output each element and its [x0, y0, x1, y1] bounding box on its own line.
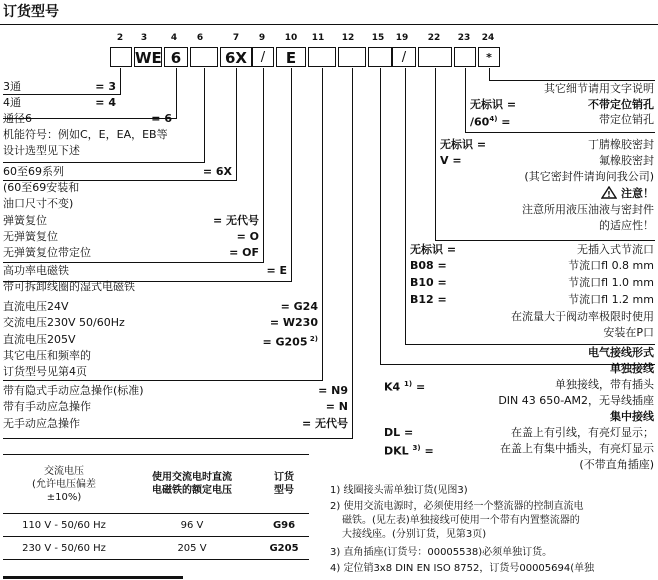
- option-code: = G24: [280, 300, 318, 313]
- bottom-rule: [3, 576, 183, 579]
- elec-title: 电气接线形式: [588, 346, 654, 359]
- option-code: = OF: [229, 246, 259, 259]
- option-code: = G205 $^{2)}$: [262, 335, 318, 349]
- orifice-none-label: 无标识 =: [410, 243, 457, 256]
- option-label: 3通: [3, 80, 21, 93]
- pin-none-label: 无标识 =: [470, 98, 517, 111]
- line-pos15: [380, 68, 381, 364]
- option-label: 直流电压24V: [3, 300, 69, 313]
- pin-60-eq: =: [501, 115, 511, 129]
- option-code: = E: [266, 264, 287, 277]
- hline-pos22: [435, 240, 655, 241]
- table-header-row: [3, 455, 309, 514]
- option-label: 无手动应急操作: [3, 417, 80, 430]
- b12-text: 节流口fl 1.2 mm: [568, 293, 654, 306]
- box-pos2: [110, 47, 132, 67]
- option-label: 60至69系列: [3, 165, 64, 178]
- hline-pos19: [405, 344, 655, 345]
- b08-text: 节流口fl 0.8 mm: [568, 259, 654, 272]
- table-cell: G96: [259, 514, 309, 537]
- warning-title: 注意！: [621, 187, 654, 200]
- line-pos19: [405, 68, 406, 344]
- option-label: 4通: [3, 96, 21, 109]
- option-label: 交流电压230V 50/60Hz: [3, 316, 125, 329]
- position-number: 4: [170, 33, 178, 43]
- footnote-2-cont: 磁铁。(见左表)单独接线可使用一个带有内置整流器的: [342, 515, 580, 526]
- position-number: 10: [284, 33, 298, 43]
- option-label: 设计选型见下述: [3, 144, 80, 157]
- hline-pos11: [3, 380, 323, 381]
- position-number: 7: [232, 33, 240, 43]
- seal-none-text: 丁腈橡胶密封: [588, 138, 654, 151]
- position-number: 12: [341, 33, 355, 43]
- box-series: 6X: [220, 47, 252, 67]
- option-code: = W230: [269, 316, 318, 329]
- dkl-eq: =: [424, 444, 434, 458]
- box-we: WE: [135, 49, 162, 67]
- orifice-note-2: 安装在P口: [603, 326, 654, 339]
- option-code: = 3: [95, 80, 116, 93]
- line-pos22: [435, 68, 436, 240]
- pin-60-text: 带定位销孔: [599, 113, 654, 126]
- table-header-cell: 订货 型号: [259, 455, 309, 514]
- page-title: 订货型号: [3, 4, 59, 20]
- footnote-1: 1) 线圈接头需单独订货(见图3): [330, 485, 468, 496]
- line-pos12: [352, 68, 353, 438]
- line-pos7: [236, 68, 237, 180]
- box-orifice: [418, 47, 452, 67]
- seal-other: (其它密封件请询问我公司): [524, 170, 654, 183]
- warning-text-2: 的适应性！: [599, 219, 654, 232]
- seal-v-text: 氟橡胶密封: [599, 154, 654, 167]
- option-label: 无弹簧复位带定位: [3, 246, 91, 259]
- title-rule: [0, 24, 658, 25]
- box-voltage: [308, 47, 336, 67]
- seal-v-label: V =: [440, 154, 462, 167]
- option-label: 带有隐式手动应急操作(标准): [3, 384, 144, 397]
- table-header-cell: 使用交流电时直流 电磁铁的额定电压: [125, 455, 259, 514]
- option-label: 机能符号：例如C，E，EA，EB等: [3, 128, 168, 141]
- central-title: 集中接线: [610, 410, 654, 423]
- footnote-3: 3) 直角插座(订货号：00005538)必须单独订货。: [330, 547, 553, 558]
- warning-text-1: 注意所用液压油液与密封件: [522, 203, 654, 216]
- box-e: E: [276, 47, 306, 67]
- option-label: 油口尺寸不变): [3, 197, 74, 210]
- option-code: = 无代号: [212, 214, 259, 227]
- line-pos24: [489, 68, 490, 80]
- option-label: (60至69安装和: [3, 181, 80, 194]
- table-cell: 110 V - 50/60 Hz: [3, 514, 125, 537]
- warning-icon: [601, 186, 617, 199]
- other-details: 其它细节请用文字说明: [544, 82, 654, 95]
- option-label: 弹簧复位: [3, 214, 47, 227]
- box-conn: [368, 47, 392, 67]
- line-pos2: [120, 68, 121, 94]
- k4-note: 1): [404, 380, 413, 388]
- position-number: 19: [395, 33, 409, 43]
- dkl-note: 3): [412, 444, 421, 452]
- hline-pos9: [3, 262, 264, 263]
- hline-pos23: [465, 132, 655, 133]
- b08-label: B08 =: [410, 259, 447, 272]
- position-number: 23: [457, 33, 471, 43]
- k4-text-1: 单独接线，带有插头: [555, 378, 654, 391]
- line-pos10: [291, 68, 292, 281]
- dkl-text-1: 在盖上有集中插头，有亮灯显示: [500, 442, 654, 455]
- table-cell: 230 V - 50/60 Hz: [3, 537, 125, 560]
- line-pos9: [263, 68, 264, 262]
- hline-pos6: [3, 162, 205, 163]
- footnote-2: 2) 使用交流电源时，必须使用经一个整流器的控制直流电: [330, 501, 584, 512]
- table-header-cell: 交流电压 (允许电压偏差 ±10%): [3, 455, 125, 514]
- option-code: = 6X: [202, 165, 232, 178]
- option-code: = N: [325, 400, 348, 413]
- table-cell: G205: [259, 537, 309, 560]
- dl-label: DL =: [384, 426, 414, 439]
- option-label: 直流电压205V: [3, 333, 76, 346]
- pin-60-note: 4): [489, 115, 498, 123]
- g205-note: 2): [307, 335, 318, 343]
- hline-pos2: [3, 94, 121, 95]
- option-code: = 6: [151, 112, 172, 125]
- b10-label: B10 =: [410, 276, 447, 289]
- k4-eq: =: [415, 380, 426, 394]
- position-number: 2: [116, 33, 124, 43]
- box-star: *: [478, 47, 500, 67]
- dl-text: 在盖上有引线，有亮灯显示；: [511, 426, 654, 439]
- position-number: 6: [196, 33, 204, 43]
- option-label: 其它电压和频率的: [3, 349, 91, 362]
- svg-text:!: !: [607, 190, 611, 199]
- box-spool: [190, 47, 218, 67]
- k4-text-2: DIN 43 650-AM2，无导线插座: [498, 394, 654, 407]
- dkl-text-2: (不带直角插座): [579, 458, 654, 471]
- hline-pos24: [489, 80, 655, 81]
- position-number: 9: [258, 33, 266, 43]
- option-code: = 无代号: [301, 417, 348, 430]
- footnote-4: 4) 定位销3x8 DIN EN ISO 8752，订货号00005694(单独: [330, 563, 595, 574]
- position-number: 24: [481, 33, 495, 43]
- box-slash1: /: [252, 47, 274, 67]
- line-pos23: [465, 68, 466, 132]
- position-number: 22: [427, 33, 441, 43]
- option-code: = N9: [318, 384, 348, 397]
- option-label: 订货型号见第4页: [3, 365, 87, 378]
- seal-none-label: 无标识 =: [440, 138, 487, 151]
- option-label: 无弹簧复位: [3, 230, 58, 243]
- hline-pos12: [3, 438, 353, 439]
- pin-60-label: /60: [470, 115, 490, 129]
- option-code: = O: [236, 230, 259, 243]
- position-number: 11: [311, 33, 325, 43]
- line-pos4: [176, 68, 177, 118]
- table-cell: 96 V: [125, 514, 259, 537]
- dkl-label: DKL: [384, 444, 409, 458]
- line-pos11: [322, 68, 323, 380]
- option-label: 带有手动应急操作: [3, 400, 91, 413]
- box-slash2: /: [392, 47, 416, 67]
- table-cell: 205 V: [125, 537, 259, 560]
- box-seal: [454, 47, 476, 67]
- orifice-none-text: 无插入式节流口: [577, 243, 654, 256]
- voltage-table: [3, 455, 309, 560]
- table-row: [3, 514, 309, 537]
- position-number: 3: [140, 33, 148, 43]
- footnote-2-cont2: 大接线座。(分别订货，见第3页): [342, 529, 487, 540]
- box-manual: [338, 47, 366, 67]
- option-label: 带可拆卸线圈的湿式电磁铁: [3, 280, 135, 293]
- single-title: 单独接线: [610, 362, 654, 375]
- b10-text: 节流口fl 1.0 mm: [568, 276, 654, 289]
- k4-label: K4: [384, 380, 401, 394]
- table-row: [3, 537, 309, 560]
- line-pos6: [204, 68, 205, 162]
- box-size: 6: [164, 47, 188, 67]
- position-number: 15: [371, 33, 385, 43]
- orifice-note-1: 在流量大于阀动率极限时使用: [511, 310, 654, 323]
- option-label: 通径6: [3, 112, 32, 125]
- b12-label: B12 =: [410, 293, 447, 306]
- option-code: = 4: [95, 96, 116, 109]
- pin-none-text: 不带定位销孔: [588, 98, 654, 111]
- option-label: 高功率电磁铁: [3, 264, 69, 277]
